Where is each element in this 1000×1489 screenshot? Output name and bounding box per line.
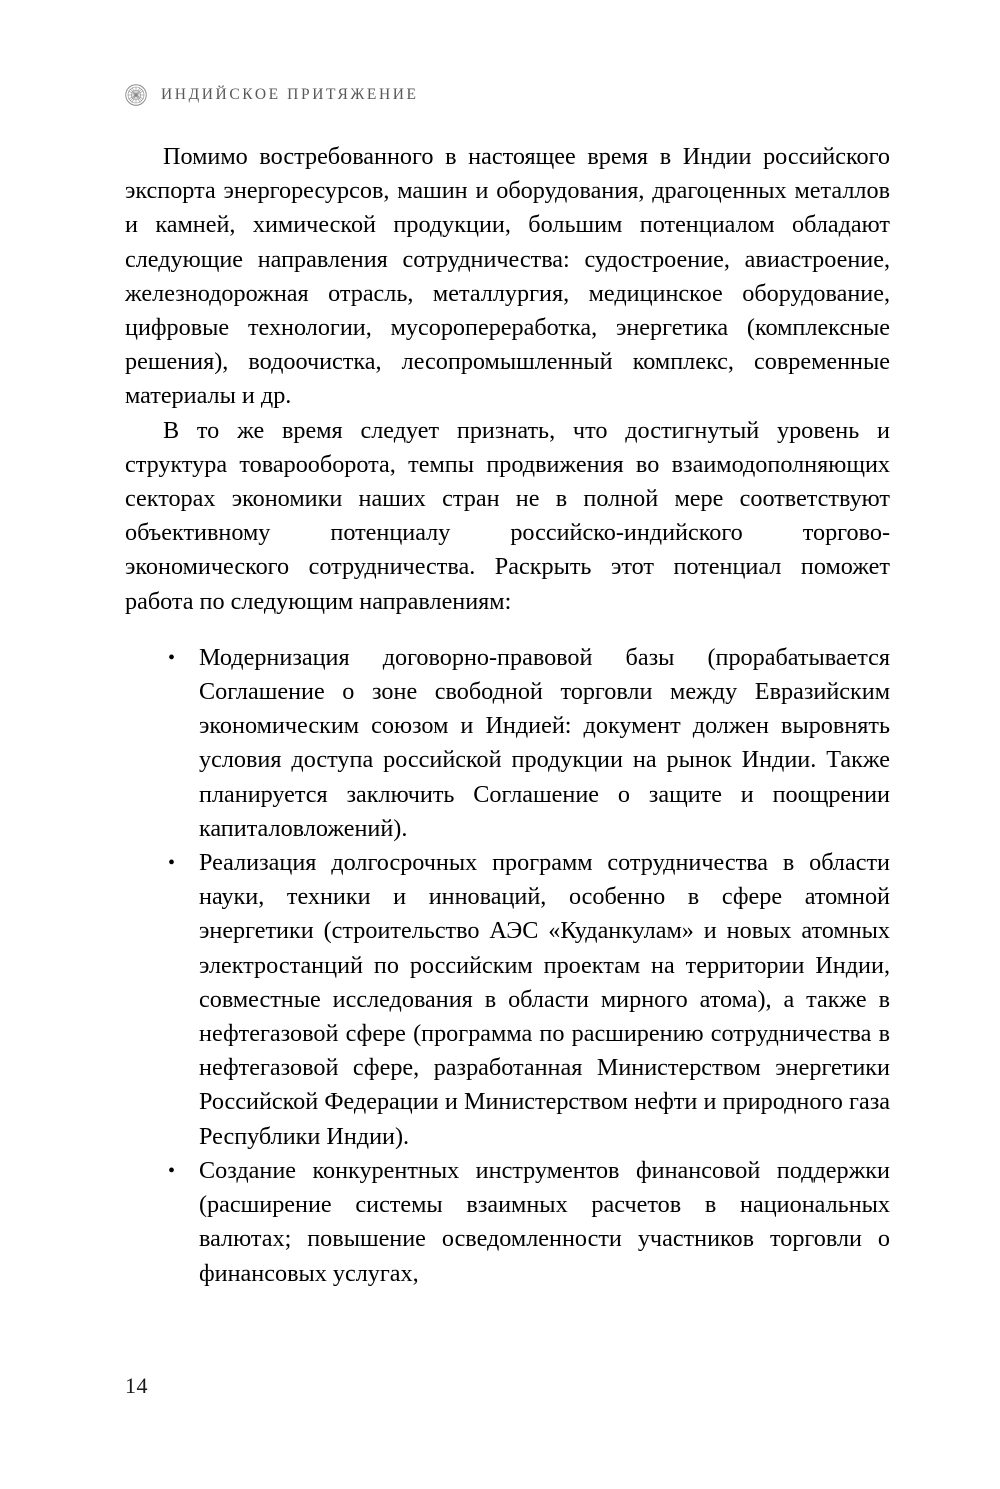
paragraph-2: В то же время следует признать, что достигнутый уровень и структура товарооборота, темпы продвижения во взаимодополняющих секторах экономики наших стран не в полной мере соответствуют объективному потенциалу российско-индийского торгово-экономического сотрудничества. Раскрыть этот потенциал поможет работа по следующим направлениям: bbox=[125, 416, 890, 615]
paragraph-1: Помимо востребованного в настоящее время в Индии российского экспорта энергоресурсов, машин и оборудования, драгоценных металлов и камней, химической продукции, большим потенциалом обладают следующие направления сотрудничества: судостроение, авиастроение, железнодорожная отрасль, металлургия, медицинское оборудование, цифровые технологии, мусоропереработка, энергетика (комплексные решения), водоочистка, лесопромышленный комплекс, современные материалы и др. bbox=[125, 143, 890, 410]
list-item-text: Модернизация договорно-правовой базы (прорабатывается Соглашение о зоне свободной торговли между Евразийским экономическим союзом и Индией: документ должен выровнять условия доступа российской продукции на рынок Индии. Также планируется заключить Соглашение о защите и поощрении капиталовложений). bbox=[199, 643, 890, 842]
list-item-text: Реализация долгосрочных программ сотрудничества в области науки, техники и инноваций, особенно в сфере атомной энергетики (строительство АЭС «Куданкулам» и новых атомных электростанций по российским проектам на территории Индии, совместные исследования в области мирного атома), а также в нефтегазовой сфере (программа по расширению сотрудничества в нефтегазовой сфере, разработанная Министерством энергетики Российской Федерации и Министерством нефти и природного газа Республики Индии). bbox=[199, 849, 890, 1150]
bullet-marker-icon: • bbox=[168, 852, 176, 875]
list-item bbox=[125, 1154, 890, 1291]
chakra-ornament-icon bbox=[125, 84, 147, 106]
running-head-title: ИНДИЙСКОЕ ПРИТЯЖЕНИЕ bbox=[161, 86, 419, 104]
list-item-text: Создание конкурентных инструментов финансовой поддержки (расширение системы взаимных расчетов в национальных валютах; повышение осведомленности участников торговли о финансовых услугах, bbox=[199, 1156, 890, 1287]
page-number: 14 bbox=[125, 1373, 148, 1398]
running-head bbox=[125, 80, 890, 110]
directions-list bbox=[125, 641, 890, 1291]
bullet-marker-icon: • bbox=[168, 646, 176, 669]
body-text bbox=[125, 140, 890, 1291]
list-item bbox=[125, 846, 890, 1154]
list-item bbox=[125, 641, 890, 846]
bullet-marker-icon: • bbox=[168, 1159, 176, 1182]
